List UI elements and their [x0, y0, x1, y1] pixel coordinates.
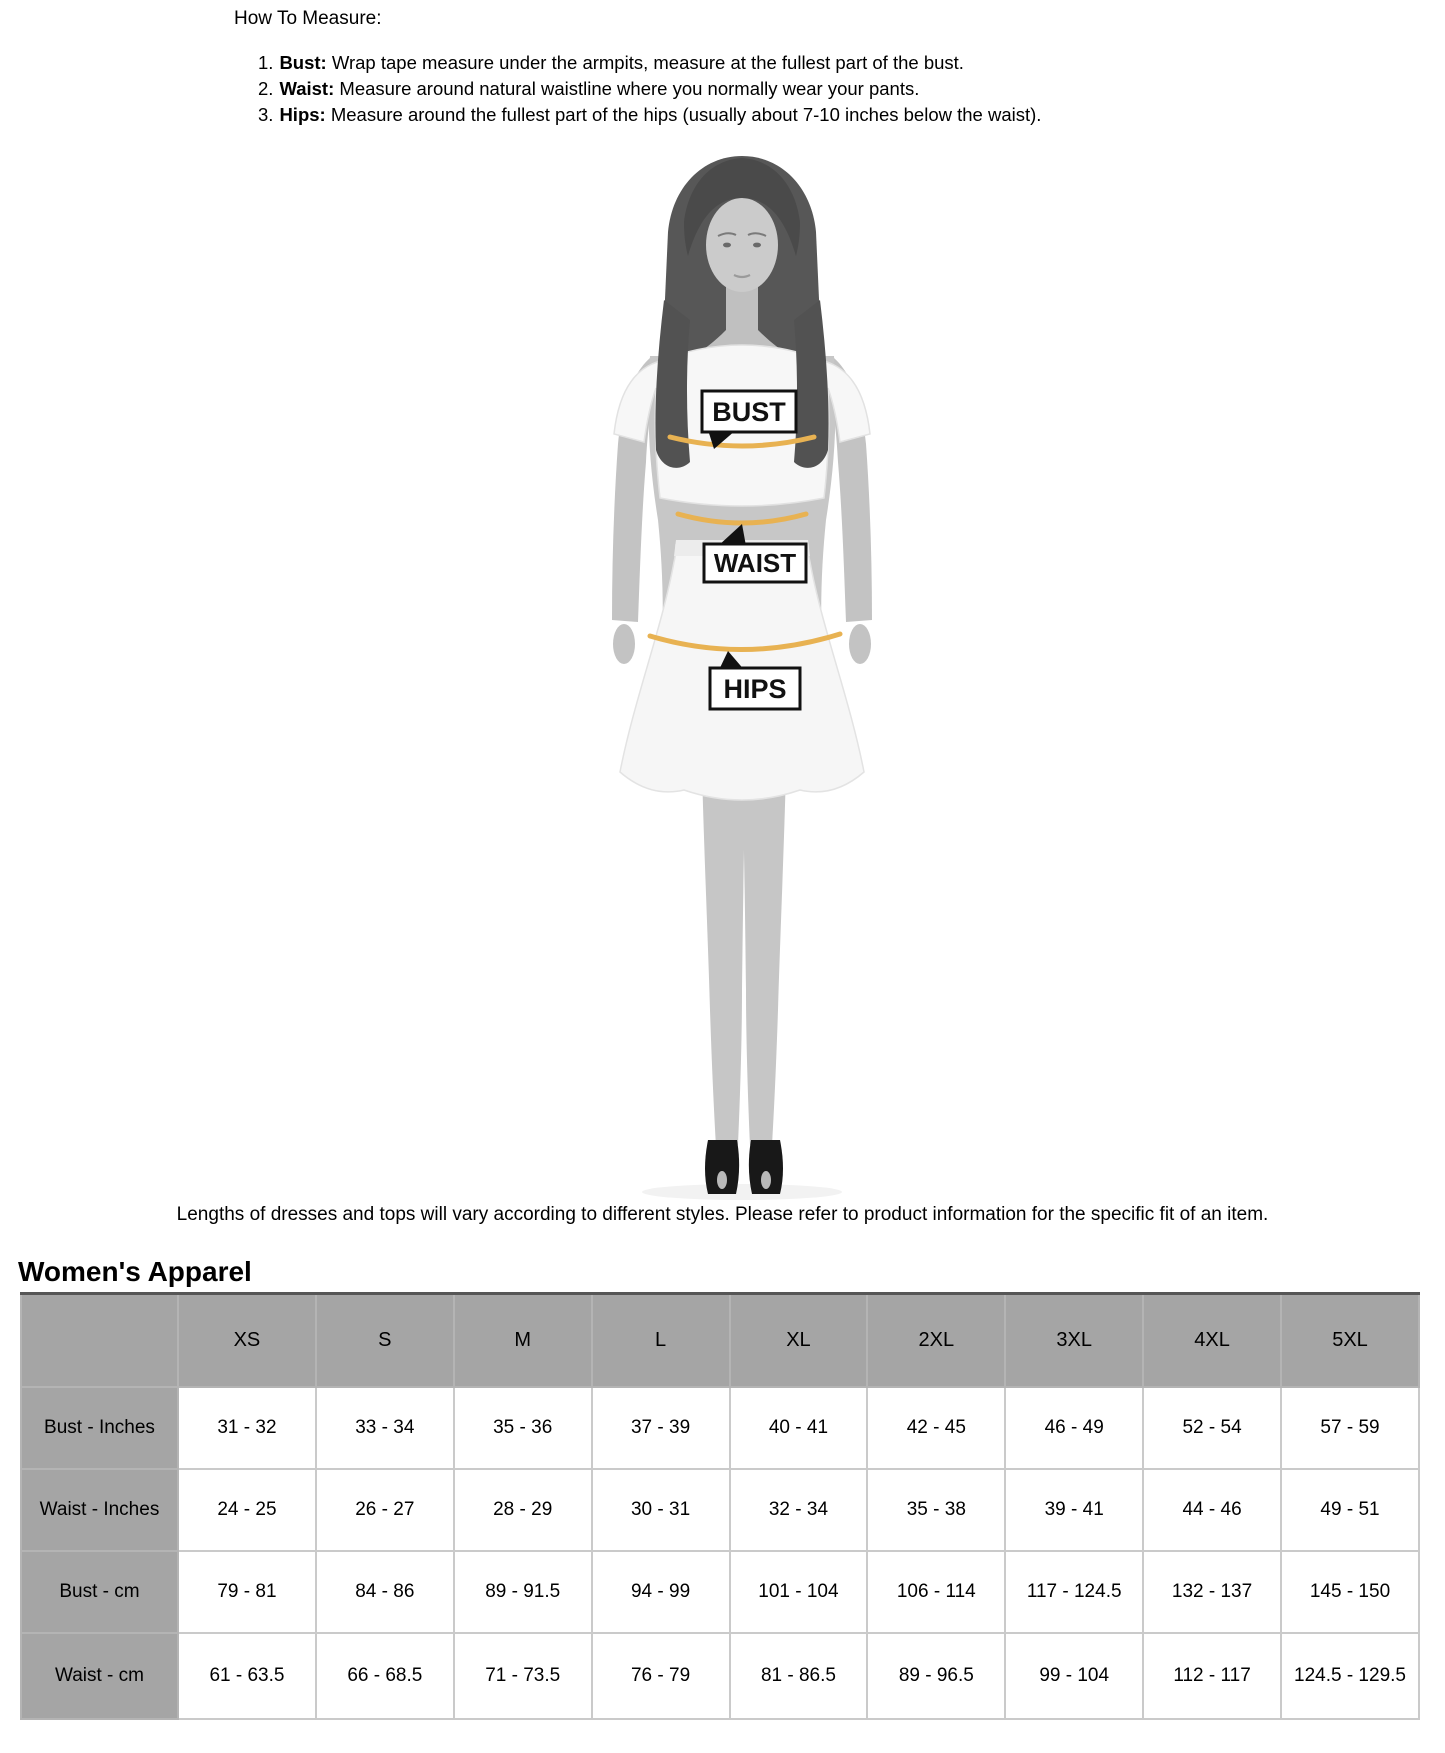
step-text: Wrap tape measure under the armpits, measure at the fullest part of the bust. [331, 52, 964, 73]
model-figure-image [540, 140, 940, 1210]
size-chart-table [20, 1292, 1420, 1720]
size-table-row [21, 1469, 1419, 1551]
size-cell: 37 - 39 [592, 1387, 730, 1469]
size-cell: 31 - 32 [178, 1387, 316, 1469]
hips-label: HIPS [723, 674, 787, 704]
size-table-row [21, 1551, 1419, 1633]
model-left-leg [702, 770, 746, 1145]
size-col-header: 5XL [1281, 1294, 1419, 1387]
size-col-header: M [454, 1294, 592, 1387]
step-term: Bust: [279, 52, 327, 73]
model-right-leg [742, 770, 786, 1145]
model-left-hand [613, 624, 635, 664]
size-col-header: XL [730, 1294, 868, 1387]
size-cell: 117 - 124.5 [1005, 1551, 1143, 1633]
size-cell: 57 - 59 [1281, 1387, 1419, 1469]
size-cell: 94 - 99 [592, 1551, 730, 1633]
size-col-header: 2XL [867, 1294, 1005, 1387]
model-right-shoe-toe [761, 1171, 771, 1189]
size-cell: 52 - 54 [1143, 1387, 1281, 1469]
size-cell: 112 - 117 [1143, 1633, 1281, 1719]
size-cell: 24 - 25 [178, 1469, 316, 1551]
waist-label: WAIST [713, 548, 797, 578]
size-cell: 84 - 86 [316, 1551, 454, 1633]
size-cell: 46 - 49 [1005, 1387, 1143, 1469]
bust-label: BUST [712, 397, 786, 427]
size-row-label: Bust - cm [21, 1551, 178, 1633]
step-term: Waist: [279, 78, 335, 99]
size-cell: 32 - 34 [730, 1469, 868, 1551]
size-cell: 30 - 31 [592, 1469, 730, 1551]
fit-note: Lengths of dresses and tops will vary according to different styles. Please refer to product information for the specific fit of an item. [176, 1204, 1269, 1225]
size-cell: 42 - 45 [867, 1387, 1005, 1469]
step-text: Measure around the fullest part of the hips (usually about 7-10 inches below the waist). [330, 104, 1042, 125]
size-cell: 49 - 51 [1281, 1469, 1419, 1551]
size-row-label: Waist - cm [21, 1633, 178, 1719]
step-number: 1. [258, 52, 274, 73]
size-cell: 26 - 27 [316, 1469, 454, 1551]
measure-step-bust [258, 50, 1041, 76]
size-col-header: 4XL [1143, 1294, 1281, 1387]
size-cell: 145 - 150 [1281, 1551, 1419, 1633]
size-cell: 35 - 36 [454, 1387, 592, 1469]
floor-shadow [642, 1184, 842, 1200]
how-to-measure-steps [258, 50, 1041, 128]
model-left-shoe-toe [717, 1171, 727, 1189]
size-cell: 28 - 29 [454, 1469, 592, 1551]
measure-step-waist [258, 76, 1041, 102]
size-col-header: 3XL [1005, 1294, 1143, 1387]
size-cell: 40 - 41 [730, 1387, 868, 1469]
step-number: 2. [258, 78, 274, 99]
size-row-label: Waist - Inches [21, 1469, 178, 1551]
measure-step-hips [258, 102, 1041, 128]
size-cell: 66 - 68.5 [316, 1633, 454, 1719]
model-eye-left [723, 243, 731, 248]
size-cell: 99 - 104 [1005, 1633, 1143, 1719]
size-cell: 39 - 41 [1005, 1469, 1143, 1551]
size-cell: 81 - 86.5 [730, 1633, 868, 1719]
size-table-head-row [21, 1294, 1419, 1387]
size-table-body [21, 1387, 1419, 1719]
section-title-womens-apparel: Women's Apparel [18, 1256, 252, 1287]
size-cell: 71 - 73.5 [454, 1633, 592, 1719]
size-cell: 44 - 46 [1143, 1469, 1281, 1551]
size-cell: 132 - 137 [1143, 1551, 1281, 1633]
size-cell: 89 - 91.5 [454, 1551, 592, 1633]
size-table-row [21, 1633, 1419, 1719]
how-to-measure-title: How To Measure: [234, 8, 382, 29]
size-cell: 76 - 79 [592, 1633, 730, 1719]
size-cell: 89 - 96.5 [867, 1633, 1005, 1719]
step-number: 3. [258, 104, 274, 125]
model-right-hand [849, 624, 871, 664]
size-cell: 124.5 - 129.5 [1281, 1633, 1419, 1719]
size-cell: 106 - 114 [867, 1551, 1005, 1633]
size-table-corner-cell [21, 1294, 178, 1387]
size-cell: 79 - 81 [178, 1551, 316, 1633]
size-cell: 35 - 38 [867, 1469, 1005, 1551]
size-cell: 61 - 63.5 [178, 1633, 316, 1719]
size-table-row [21, 1387, 1419, 1469]
size-col-header: L [592, 1294, 730, 1387]
step-term: Hips: [279, 104, 326, 125]
size-col-header: S [316, 1294, 454, 1387]
size-cell: 33 - 34 [316, 1387, 454, 1469]
size-cell: 101 - 104 [730, 1551, 868, 1633]
size-row-label: Bust - Inches [21, 1387, 178, 1469]
model-eye-right [753, 243, 761, 248]
size-col-header: XS [178, 1294, 316, 1387]
step-text: Measure around natural waistline where you normally wear your pants. [339, 78, 920, 99]
